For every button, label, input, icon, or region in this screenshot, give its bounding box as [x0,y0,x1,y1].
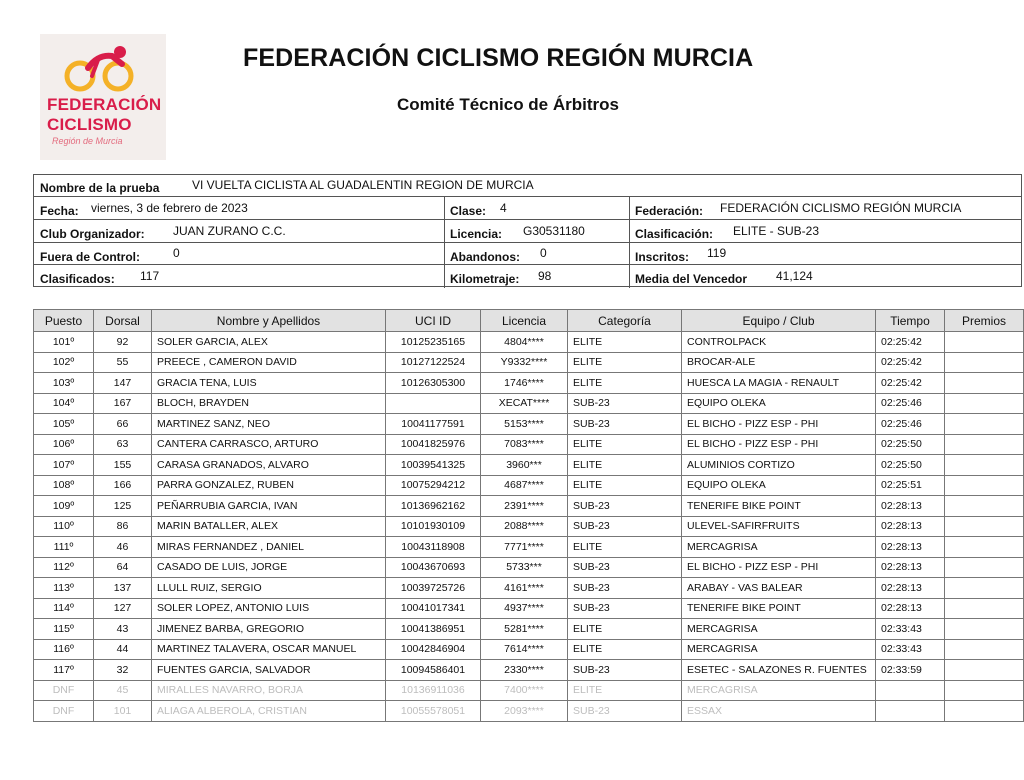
cell-categoria: ELITE [568,680,682,701]
media-label: Media del Vencedor [635,272,748,286]
table-row [34,598,1024,619]
col-premios: Premios [945,310,1024,332]
cell-equipo: EL BICHO - PIZZ ESP - PHI [682,414,876,435]
cell-dorsal: 44 [94,639,152,660]
cell-premios [945,660,1024,681]
table-row [34,455,1024,476]
cell-dorsal: 125 [94,496,152,517]
clase-value: 4 [500,201,507,215]
cell-equipo: ESSAX [682,701,876,722]
table-row [34,516,1024,537]
clasificacion-label: Clasificación: [635,227,714,241]
cell-tiempo: 02:25:42 [876,352,945,373]
cell-dorsal: 46 [94,537,152,558]
cell-nombre: MARTINEZ TALAVERA, OSCAR MANUEL [152,639,386,660]
cell-puesto: 112º [34,557,94,578]
page-title: FEDERACIÓN CICLISMO REGIÓN MURCIA [243,44,754,72]
cell-premios [945,434,1024,455]
cell-licencia: Y9332**** [481,352,568,373]
info-row-clasificados [34,265,1021,288]
table-row [34,660,1024,681]
cell-nombre: MARTINEZ SANZ, NEO [152,414,386,435]
cell-equipo: EL BICHO - PIZZ ESP - PHI [682,557,876,578]
cell-licencia: 5733*** [481,557,568,578]
cell-tiempo: 02:33:59 [876,660,945,681]
cell-licencia: 3960*** [481,455,568,476]
cell-licencia: 4804**** [481,332,568,353]
table-row [34,537,1024,558]
prueba-label: Nombre de la prueba [40,181,160,195]
cell-licencia: 2093**** [481,701,568,722]
club-label: Club Organizador: [40,227,145,241]
cell-nombre: PEÑARRUBIA GARCIA, IVAN [152,496,386,517]
cell-categoria: SUB-23 [568,557,682,578]
cell-nombre: PARRA GONZALEZ, RUBEN [152,475,386,496]
cell-dorsal: 43 [94,619,152,640]
cell-licencia: 7400**** [481,680,568,701]
cell-premios [945,352,1024,373]
cell-equipo: MERCAGRISA [682,619,876,640]
cell-nombre: GRACIA TENA, LUIS [152,373,386,394]
cell-puesto: 104º [34,393,94,414]
cell-puesto: 109º [34,496,94,517]
fuera-value: 0 [173,246,180,260]
page-subtitle: Comité Técnico de Árbitros [397,95,619,114]
table-row [34,393,1024,414]
cell-uci: 10101930109 [386,516,481,537]
cell-premios [945,598,1024,619]
federacion-value: FEDERACIÓN CICLISMO REGIÓN MURCIA [720,201,962,215]
cell-tiempo: 02:25:51 [876,475,945,496]
cell-puesto: 113º [34,578,94,599]
cell-premios [945,332,1024,353]
info-row-fecha [34,197,1021,220]
cell-uci: 10136911036 [386,680,481,701]
cell-nombre: PREECE , CAMERON DAVID [152,352,386,373]
cell-equipo: MERCAGRISA [682,537,876,558]
table-row [34,475,1024,496]
cell-dorsal: 155 [94,455,152,476]
cell-uci: 10041177591 [386,414,481,435]
cell-dorsal: 127 [94,598,152,619]
cell-uci: 10039541325 [386,455,481,476]
cell-nombre: SOLER GARCIA, ALEX [152,332,386,353]
col-equipo: Equipo / Club [682,310,876,332]
cell-uci: 10125235165 [386,332,481,353]
table-row [34,352,1024,373]
cell-nombre: JIMENEZ BARBA, GREGORIO [152,619,386,640]
cell-equipo: MERCAGRISA [682,680,876,701]
cell-nombre: MARIN BATALLER, ALEX [152,516,386,537]
cell-licencia: 7771**** [481,537,568,558]
cell-dorsal: 63 [94,434,152,455]
cell-equipo: MERCAGRISA [682,639,876,660]
cell-premios [945,393,1024,414]
cell-licencia: 7083**** [481,434,568,455]
cell-dorsal: 45 [94,680,152,701]
table-row [34,639,1024,660]
table-row [34,578,1024,599]
cell-equipo: ALUMINIOS CORTIZO [682,455,876,476]
clase-label: Clase: [450,204,487,218]
cell-categoria: SUB-23 [568,496,682,517]
cell-uci: 10127122524 [386,352,481,373]
cell-nombre: MIRALLES NAVARRO, BORJA [152,680,386,701]
logo-text-region: Región de Murcia [52,136,123,146]
cell-categoria: ELITE [568,475,682,496]
cell-tiempo: 02:28:13 [876,537,945,558]
cell-premios [945,701,1024,722]
cell-categoria: ELITE [568,619,682,640]
cell-nombre: CARASA GRANADOS, ALVARO [152,455,386,476]
col-categoria: Categoría [568,310,682,332]
cell-equipo: HUESCA LA MAGIA - RENAULT [682,373,876,394]
cell-dorsal: 166 [94,475,152,496]
cell-nombre: FUENTES GARCIA, SALVADOR [152,660,386,681]
cell-premios [945,414,1024,435]
km-value: 98 [538,269,552,283]
cell-equipo: EQUIPO OLEKA [682,475,876,496]
cell-dorsal: 64 [94,557,152,578]
cell-categoria: SUB-23 [568,578,682,599]
inscritos-label: Inscritos: [635,250,690,264]
col-licencia: Licencia [481,310,568,332]
km-label: Kilometraje: [450,272,520,286]
col-puesto: Puesto [34,310,94,332]
cell-premios [945,516,1024,537]
prueba-value: VI VUELTA CICLISTA AL GUADALENTIN REGION DE MURCIA [192,178,534,192]
cell-equipo: ARABAY - VAS BALEAR [682,578,876,599]
cell-tiempo: 02:28:13 [876,578,945,599]
cell-licencia: 1746**** [481,373,568,394]
cell-premios [945,557,1024,578]
cell-categoria: SUB-23 [568,660,682,681]
info-row-club [34,220,1021,243]
licencia-value: G30531180 [523,224,585,238]
cell-tiempo: 02:28:13 [876,496,945,517]
cell-puesto: 105º [34,414,94,435]
cell-uci: 10055578051 [386,701,481,722]
fecha-value: viernes, 3 de febrero de 2023 [91,201,248,215]
cell-nombre: LLULL RUIZ, SERGIO [152,578,386,599]
cell-licencia: 2391**** [481,496,568,517]
cell-equipo: ULEVEL-SAFIRFRUITS [682,516,876,537]
cell-licencia: XECAT**** [481,393,568,414]
cell-puesto: 115º [34,619,94,640]
cell-puesto: 101º [34,332,94,353]
cell-uci: 10039725726 [386,578,481,599]
cell-licencia: 2330**** [481,660,568,681]
cell-nombre: MIRAS FERNANDEZ , DANIEL [152,537,386,558]
col-nombre: Nombre y Apellidos [152,310,386,332]
cell-nombre: BLOCH, BRAYDEN [152,393,386,414]
abandonos-label: Abandonos: [450,250,520,264]
cell-dorsal: 86 [94,516,152,537]
cell-licencia: 4937**** [481,598,568,619]
logo-text-federacion: FEDERACIÓN [47,95,162,114]
cell-premios [945,373,1024,394]
media-value: 41,124 [776,269,813,283]
cell-tiempo: 02:33:43 [876,639,945,660]
cell-uci: 10094586401 [386,660,481,681]
table-row [34,332,1024,353]
info-row-fuera [34,243,1021,265]
clasificados-label: Clasificados: [40,272,115,286]
col-uci-id: UCI ID [386,310,481,332]
cell-tiempo: 02:25:46 [876,414,945,435]
col-tiempo: Tiempo [876,310,945,332]
cyclist-icon [40,34,166,104]
cell-premios [945,455,1024,476]
cell-dorsal: 92 [94,332,152,353]
cell-categoria: ELITE [568,434,682,455]
cell-uci: 10043670693 [386,557,481,578]
cell-tiempo [876,680,945,701]
cell-puesto: 117º [34,660,94,681]
cell-tiempo: 02:28:13 [876,516,945,537]
cell-categoria: ELITE [568,373,682,394]
federation-logo [40,34,166,160]
cell-categoria: ELITE [568,352,682,373]
cell-uci: 10041017341 [386,598,481,619]
cell-puesto: DNF [34,680,94,701]
cell-dorsal: 32 [94,660,152,681]
cell-categoria: SUB-23 [568,598,682,619]
cell-uci: 10075294212 [386,475,481,496]
cell-licencia: 5281**** [481,619,568,640]
cell-dorsal: 66 [94,414,152,435]
licencia-label: Licencia: [450,227,503,241]
cell-puesto: 108º [34,475,94,496]
table-header-row [34,310,1024,332]
cell-puesto: 103º [34,373,94,394]
cell-tiempo: 02:28:13 [876,598,945,619]
cell-tiempo: 02:25:42 [876,332,945,353]
abandonos-value: 0 [540,246,547,260]
cell-categoria: ELITE [568,455,682,476]
cell-equipo: EQUIPO OLEKA [682,393,876,414]
table-row [34,701,1024,722]
cell-categoria: ELITE [568,332,682,353]
table-row [34,414,1024,435]
cell-dorsal: 147 [94,373,152,394]
table-row [34,373,1024,394]
cell-puesto: 116º [34,639,94,660]
fecha-label: Fecha: [40,204,79,218]
table-row [34,434,1024,455]
cell-puesto: 111º [34,537,94,558]
cell-premios [945,639,1024,660]
cell-tiempo [876,701,945,722]
cell-nombre: ALIAGA ALBEROLA, CRISTIAN [152,701,386,722]
cell-uci: 10043118908 [386,537,481,558]
cell-equipo: EL BICHO - PIZZ ESP - PHI [682,434,876,455]
cell-dorsal: 167 [94,393,152,414]
cell-uci: 10136962162 [386,496,481,517]
cell-uci: 10041825976 [386,434,481,455]
cell-premios [945,619,1024,640]
cell-puesto: 106º [34,434,94,455]
cell-puesto: 114º [34,598,94,619]
col-dorsal: Dorsal [94,310,152,332]
info-row-prueba [34,175,1021,197]
cell-tiempo: 02:25:46 [876,393,945,414]
cell-puesto: 102º [34,352,94,373]
cell-licencia: 5153**** [481,414,568,435]
cell-licencia: 4161**** [481,578,568,599]
cell-licencia: 2088**** [481,516,568,537]
cell-equipo: CONTROLPACK [682,332,876,353]
cell-premios [945,680,1024,701]
cell-tiempo: 02:25:50 [876,455,945,476]
cell-nombre: SOLER LOPEZ, ANTONIO LUIS [152,598,386,619]
cell-dorsal: 137 [94,578,152,599]
cell-uci: 10041386951 [386,619,481,640]
cell-premios [945,496,1024,517]
federacion-label: Federación: [635,204,704,218]
cell-nombre: CANTERA CARRASCO, ARTURO [152,434,386,455]
cell-nombre: CASADO DE LUIS, JORGE [152,557,386,578]
results-table [33,309,1024,722]
cell-dorsal: 101 [94,701,152,722]
cell-categoria: SUB-23 [568,701,682,722]
cell-tiempo: 02:28:13 [876,557,945,578]
cell-categoria: SUB-23 [568,393,682,414]
race-info-box [33,174,1022,287]
cell-equipo: BROCAR-ALE [682,352,876,373]
cell-puesto: DNF [34,701,94,722]
table-row [34,619,1024,640]
cell-categoria: ELITE [568,537,682,558]
cell-premios [945,578,1024,599]
fuera-label: Fuera de Control: [40,250,141,264]
clasificados-value: 117 [140,269,160,283]
cell-uci: 10126305300 [386,373,481,394]
cell-categoria: SUB-23 [568,516,682,537]
table-row [34,496,1024,517]
cell-tiempo: 02:25:42 [876,373,945,394]
cell-uci: 10042846904 [386,639,481,660]
cell-tiempo: 02:33:43 [876,619,945,640]
cell-equipo: ESETEC - SALAZONES R. FUENTES [682,660,876,681]
clasificacion-value: ELITE - SUB-23 [733,224,820,238]
cell-equipo: TENERIFE BIKE POINT [682,496,876,517]
cell-uci [386,393,481,414]
club-value: JUAN ZURANO C.C. [173,224,286,238]
cell-premios [945,537,1024,558]
cell-tiempo: 02:25:50 [876,434,945,455]
table-row [34,557,1024,578]
cell-puesto: 110º [34,516,94,537]
cell-licencia: 7614**** [481,639,568,660]
logo-text-ciclismo: CICLISMO [47,115,132,134]
table-row [34,680,1024,701]
cell-dorsal: 55 [94,352,152,373]
cell-licencia: 4687**** [481,475,568,496]
cell-equipo: TENERIFE BIKE POINT [682,598,876,619]
cell-premios [945,475,1024,496]
cell-categoria: ELITE [568,639,682,660]
cell-categoria: SUB-23 [568,414,682,435]
cell-puesto: 107º [34,455,94,476]
inscritos-value: 119 [707,246,727,260]
